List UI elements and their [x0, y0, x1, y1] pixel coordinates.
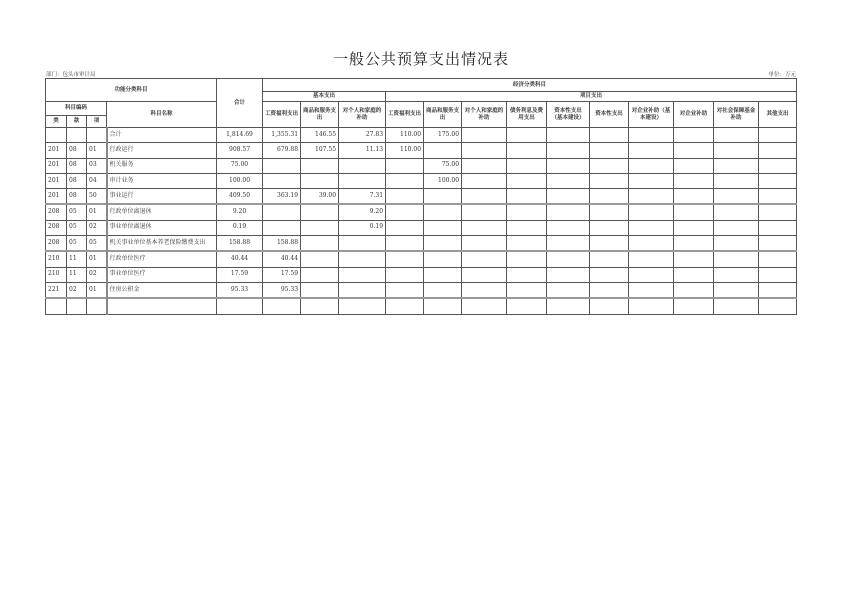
basic-goods-cell	[301, 251, 339, 267]
subject-name-cell: 合计	[107, 128, 217, 143]
lei-cell: 210	[46, 267, 67, 282]
empty-cell	[629, 267, 674, 282]
total-cell: 75.00	[217, 158, 263, 173]
empty-cell	[547, 189, 590, 205]
project-salary-cell	[386, 282, 424, 298]
project-goods-cell: 100.00	[424, 173, 462, 188]
kuan-cell	[67, 128, 87, 143]
project-goods-cell	[424, 236, 462, 252]
total-cell: 0.19	[217, 220, 263, 235]
basic-goods-cell: 146.55	[301, 128, 339, 143]
project-salary-cell: 110.00	[386, 128, 424, 143]
basic-goods-cell	[301, 282, 339, 298]
project-goods-cell: 175.00	[424, 128, 462, 143]
xiang-cell: 50	[87, 189, 107, 205]
budget-expenditure-table	[45, 78, 797, 315]
empty-cell	[547, 220, 590, 235]
empty-cell	[674, 267, 714, 282]
lei-cell: 201	[46, 189, 67, 205]
project-capital-header: 资本性支出	[590, 102, 629, 128]
project-goods-cell	[424, 143, 462, 158]
empty-cell	[547, 173, 590, 188]
project-goods-cell	[424, 189, 462, 205]
total-cell: 9.20	[217, 204, 263, 220]
basic-goods-cell	[301, 158, 339, 173]
basic-salary-cell	[263, 158, 301, 173]
empty-cell	[507, 189, 547, 205]
total-cell: 409.50	[217, 189, 263, 205]
kuan-cell: 08	[67, 173, 87, 188]
empty-cell	[629, 204, 674, 220]
project-goods-cell	[424, 220, 462, 235]
functional-classification-header: 功能分类科目	[46, 79, 217, 102]
empty-cell	[590, 298, 629, 314]
xiang-cell	[87, 298, 107, 314]
empty-cell	[590, 220, 629, 235]
basic-expenditure-header: 基本支出	[263, 92, 386, 102]
empty-cell	[547, 251, 590, 267]
empty-cell	[590, 173, 629, 188]
subject-name-cell: 机关事业单位基本养老保险缴费支出	[107, 236, 217, 252]
project-salary-cell	[386, 251, 424, 267]
project-goods-cell	[424, 251, 462, 267]
total-row	[46, 128, 797, 143]
project-salary-cell: 110.00	[386, 143, 424, 158]
basic-salary-cell	[263, 173, 301, 188]
xiang-cell: 01	[87, 251, 107, 267]
empty-cell	[714, 173, 759, 188]
subject-name-cell: 行政单位离退休	[107, 204, 217, 220]
project-enterprise-infra-header: 对企业补助（基本建设）	[629, 102, 674, 128]
project-salary-header: 工资福利支出	[386, 102, 424, 128]
lei-cell: 201	[46, 143, 67, 158]
basic-goods-cell	[301, 220, 339, 235]
project-salary-cell	[386, 220, 424, 235]
empty-cell	[674, 204, 714, 220]
empty-cell	[714, 298, 759, 314]
basic-salary-cell	[263, 220, 301, 235]
basic-goods-cell	[301, 298, 339, 314]
basic-personal-cell	[339, 236, 386, 252]
project-salary-cell	[386, 236, 424, 252]
empty-cell	[507, 236, 547, 252]
basic-personal-header: 对个人和家庭的补助	[339, 102, 386, 128]
empty-cell	[759, 298, 797, 314]
empty-cell	[507, 128, 547, 143]
table-row	[46, 158, 797, 173]
empty-cell	[590, 143, 629, 158]
basic-salary-cell: 679.88	[263, 143, 301, 158]
empty-cell	[547, 158, 590, 173]
table-row	[46, 143, 797, 158]
empty-cell	[462, 298, 507, 314]
basic-personal-cell	[339, 173, 386, 188]
project-capital-infra-header: 资本性支出（基本建设）	[547, 102, 590, 128]
table-row	[46, 251, 797, 267]
basic-personal-cell	[339, 298, 386, 314]
empty-cell	[714, 189, 759, 205]
xiang-cell: 03	[87, 158, 107, 173]
total-cell: 1,814.69	[217, 128, 263, 143]
basic-personal-cell: 11.13	[339, 143, 386, 158]
empty-cell	[590, 251, 629, 267]
project-salary-cell	[386, 298, 424, 314]
empty-cell	[759, 251, 797, 267]
empty-cell	[714, 236, 759, 252]
basic-goods-cell	[301, 204, 339, 220]
subject-name-cell: 机关服务	[107, 158, 217, 173]
basic-salary-cell: 40.44	[263, 251, 301, 267]
unit-label: 单位：万元	[768, 72, 796, 78]
project-debt-header: 债务利息及费用支出	[507, 102, 547, 128]
basic-salary-cell: 17.59	[263, 267, 301, 282]
lei-cell: 221	[46, 282, 67, 298]
subject-name-cell: 住房公积金	[107, 282, 217, 298]
empty-cell	[674, 251, 714, 267]
empty-cell	[462, 267, 507, 282]
empty-cell	[547, 204, 590, 220]
basic-goods-header: 商品和服务支出	[301, 102, 339, 128]
empty-cell	[462, 220, 507, 235]
xiang-cell: 01	[87, 282, 107, 298]
project-salary-cell	[386, 173, 424, 188]
empty-cell	[759, 204, 797, 220]
basic-personal-cell: 7.31	[339, 189, 386, 205]
subject-name-cell: 事业单位医疗	[107, 267, 217, 282]
empty-cell	[759, 173, 797, 188]
empty-cell	[462, 236, 507, 252]
kuan-cell: 05	[67, 220, 87, 235]
total-cell: 908.57	[217, 143, 263, 158]
empty-cell	[674, 173, 714, 188]
table-row	[46, 173, 797, 188]
empty-cell	[547, 267, 590, 282]
lei-cell: 201	[46, 173, 67, 188]
basic-personal-cell: 0.19	[339, 220, 386, 235]
empty-cell	[714, 128, 759, 143]
empty-cell	[547, 298, 590, 314]
subject-name-cell: 审计业务	[107, 173, 217, 188]
kuan-cell: 02	[67, 282, 87, 298]
project-salary-cell	[386, 204, 424, 220]
xiang-cell: 04	[87, 173, 107, 188]
department-label: 部门：包头市审计局	[46, 72, 96, 78]
empty-cell	[629, 236, 674, 252]
total-cell: 158.88	[217, 236, 263, 252]
subject-code-header: 科目编码	[46, 102, 107, 116]
lei-cell: 208	[46, 236, 67, 252]
empty-cell	[759, 143, 797, 158]
basic-salary-cell	[263, 204, 301, 220]
basic-salary-cell: 363.19	[263, 189, 301, 205]
empty-cell	[462, 128, 507, 143]
lei-cell: 208	[46, 220, 67, 235]
kuan-cell: 08	[67, 189, 87, 205]
table-row	[46, 282, 797, 298]
kuan-cell: 05	[67, 236, 87, 252]
total-cell: 95.33	[217, 282, 263, 298]
kuan-cell: 08	[67, 143, 87, 158]
empty-cell	[714, 158, 759, 173]
basic-salary-cell	[263, 298, 301, 314]
lei-cell	[46, 128, 67, 143]
total-cell: 100.00	[217, 173, 263, 188]
basic-goods-cell: 107.55	[301, 143, 339, 158]
empty-cell	[674, 236, 714, 252]
xiang-cell: 01	[87, 143, 107, 158]
project-personal-header: 对个人和家庭的补助	[462, 102, 507, 128]
lei-cell: 201	[46, 158, 67, 173]
basic-salary-cell: 1,355.31	[263, 128, 301, 143]
table-row	[46, 220, 797, 235]
total-cell: 17.59	[217, 267, 263, 282]
kuan-cell	[67, 298, 87, 314]
project-enterprise-header: 对企业补助	[674, 102, 714, 128]
empty-cell	[674, 143, 714, 158]
basic-personal-cell	[339, 267, 386, 282]
project-expenditure-header: 项目支出	[386, 92, 797, 102]
empty-cell	[590, 204, 629, 220]
empty-cell	[547, 128, 590, 143]
empty-cell	[462, 143, 507, 158]
empty-cell	[674, 128, 714, 143]
basic-personal-cell	[339, 282, 386, 298]
total-header: 合计	[217, 79, 263, 128]
project-goods-cell	[424, 267, 462, 282]
empty-cell	[674, 158, 714, 173]
empty-cell	[629, 189, 674, 205]
empty-cell	[714, 267, 759, 282]
subject-name-cell: 事业单位离退休	[107, 220, 217, 235]
project-social-fund-header: 对社会保障基金补助	[714, 102, 759, 128]
xiang-cell: 02	[87, 267, 107, 282]
empty-cell	[759, 189, 797, 205]
table-row	[46, 267, 797, 282]
empty-cell	[590, 267, 629, 282]
empty-cell	[629, 158, 674, 173]
empty-cell	[674, 189, 714, 205]
subject-name-cell: 事业运行	[107, 189, 217, 205]
empty-cell	[590, 158, 629, 173]
empty-cell	[629, 220, 674, 235]
table-row	[46, 204, 797, 220]
empty-cell	[590, 189, 629, 205]
empty-cell	[462, 251, 507, 267]
basic-personal-cell	[339, 158, 386, 173]
kuan-header: 款	[67, 116, 87, 128]
basic-personal-cell	[339, 251, 386, 267]
xiang-header: 项	[87, 116, 107, 128]
empty-cell	[714, 204, 759, 220]
empty-cell	[714, 220, 759, 235]
table-row	[46, 236, 797, 252]
empty-cell	[507, 158, 547, 173]
xiang-cell: 05	[87, 236, 107, 252]
empty-cell	[674, 298, 714, 314]
project-goods-cell	[424, 282, 462, 298]
empty-cell	[507, 251, 547, 267]
empty-cell	[629, 251, 674, 267]
empty-cell	[462, 158, 507, 173]
empty-cell	[674, 220, 714, 235]
subject-name-cell: 行政运行	[107, 143, 217, 158]
empty-cell	[507, 204, 547, 220]
empty-cell	[629, 298, 674, 314]
project-salary-cell	[386, 158, 424, 173]
kuan-cell: 05	[67, 204, 87, 220]
empty-cell	[674, 282, 714, 298]
empty-cell	[462, 173, 507, 188]
total-cell	[217, 298, 263, 314]
basic-goods-cell	[301, 173, 339, 188]
lei-header: 类	[46, 116, 67, 128]
empty-cell	[759, 220, 797, 235]
empty-cell	[629, 173, 674, 188]
project-goods-cell	[424, 204, 462, 220]
basic-personal-cell: 27.83	[339, 128, 386, 143]
empty-cell	[507, 220, 547, 235]
table-row	[46, 298, 797, 314]
basic-goods-cell	[301, 236, 339, 252]
project-other-header: 其他支出	[759, 102, 797, 128]
empty-cell	[547, 143, 590, 158]
kuan-cell: 08	[67, 158, 87, 173]
empty-cell	[714, 143, 759, 158]
basic-goods-cell	[301, 267, 339, 282]
basic-salary-header: 工资福利支出	[263, 102, 301, 128]
project-goods-cell: 75.00	[424, 158, 462, 173]
basic-salary-cell: 95.33	[263, 282, 301, 298]
empty-cell	[590, 282, 629, 298]
empty-cell	[462, 204, 507, 220]
xiang-cell	[87, 128, 107, 143]
empty-cell	[507, 282, 547, 298]
empty-cell	[759, 158, 797, 173]
economic-classification-header: 经济分类科目	[263, 79, 797, 92]
empty-cell	[462, 282, 507, 298]
page-title: 一般公共预算支出情况表	[332, 50, 509, 68]
empty-cell	[714, 282, 759, 298]
empty-cell	[714, 251, 759, 267]
xiang-cell: 02	[87, 220, 107, 235]
subject-name-cell	[107, 298, 217, 314]
basic-goods-cell: 39.00	[301, 189, 339, 205]
empty-cell	[590, 236, 629, 252]
empty-cell	[629, 282, 674, 298]
project-salary-cell	[386, 189, 424, 205]
lei-cell: 210	[46, 251, 67, 267]
empty-cell	[759, 282, 797, 298]
basic-salary-cell: 158.88	[263, 236, 301, 252]
empty-cell	[759, 267, 797, 282]
kuan-cell: 11	[67, 267, 87, 282]
xiang-cell: 01	[87, 204, 107, 220]
subject-name-header: 科目名称	[107, 102, 217, 128]
empty-cell	[629, 143, 674, 158]
empty-cell	[507, 267, 547, 282]
lei-cell: 208	[46, 204, 67, 220]
empty-cell	[547, 236, 590, 252]
kuan-cell: 11	[67, 251, 87, 267]
lei-cell	[46, 298, 67, 314]
table-row	[46, 189, 797, 205]
empty-cell	[507, 143, 547, 158]
empty-cell	[507, 173, 547, 188]
empty-cell	[547, 282, 590, 298]
project-goods-cell	[424, 298, 462, 314]
empty-cell	[462, 189, 507, 205]
project-goods-header: 商品和服务支出	[424, 102, 462, 128]
empty-cell	[590, 128, 629, 143]
empty-cell	[759, 236, 797, 252]
project-salary-cell	[386, 267, 424, 282]
empty-cell	[507, 298, 547, 314]
total-cell: 40.44	[217, 251, 263, 267]
basic-personal-cell: 9.20	[339, 204, 386, 220]
empty-cell	[629, 128, 674, 143]
subject-name-cell: 行政单位医疗	[107, 251, 217, 267]
empty-cell	[759, 128, 797, 143]
